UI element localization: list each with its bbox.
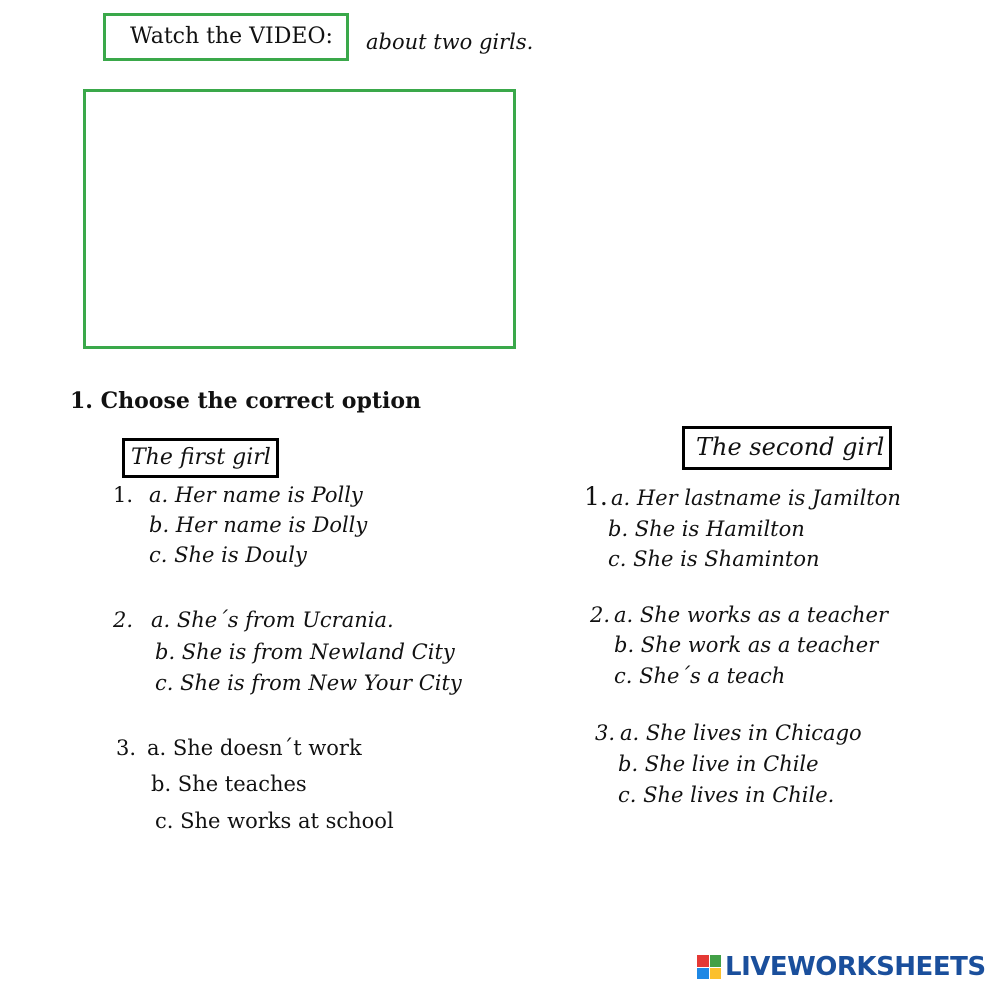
logo-square [710, 968, 722, 980]
question-number: 2. [113, 608, 134, 632]
option-2c[interactable]: c. She is from New Your City [155, 671, 462, 695]
section-title: 1. Choose the correct option [70, 388, 422, 414]
option-3a[interactable]: a. She lives in Chicago [620, 721, 862, 745]
brand-name: LIVEWORKSHEETS [725, 952, 986, 982]
option-1c[interactable]: c. She is Douly [149, 543, 307, 567]
watch-video-label: Watch the VIDEO: [130, 24, 333, 49]
brand-footer [697, 952, 986, 982]
option-3c[interactable]: c. She lives in Chile. [618, 783, 835, 807]
option-3c[interactable]: c. She works at school [155, 809, 394, 833]
question-number: 2. [590, 603, 611, 627]
option-2b[interactable]: b. She is from Newland City [155, 640, 455, 664]
question-number: 3. [116, 736, 137, 760]
option-2a[interactable]: a. She works as a teacher [614, 603, 889, 627]
option-2a[interactable]: a. She´s from Ucrania. [151, 608, 394, 632]
video-player-frame[interactable] [83, 89, 516, 349]
second-girl-label: The second girl [696, 433, 885, 461]
logo-square [710, 955, 722, 967]
first-girl-label: The first girl [131, 445, 271, 470]
option-1b[interactable]: b. She is Hamilton [608, 517, 805, 541]
option-1a[interactable]: a. Her name is Polly [149, 483, 363, 507]
option-1c[interactable]: c. She is Shaminton [608, 547, 820, 571]
liveworksheets-logo-icon [697, 955, 721, 979]
option-3b[interactable]: b. She live in Chile [618, 752, 819, 776]
question-number: 1. [584, 482, 608, 511]
question-number: 1. [113, 483, 134, 507]
option-3b[interactable]: b. She teaches [151, 772, 307, 796]
option-1a[interactable]: a. Her lastname is Jamilton [611, 486, 901, 510]
logo-square [697, 968, 709, 980]
watch-video-note: about two girls. [366, 30, 534, 54]
option-2b[interactable]: b. She work as a teacher [614, 633, 879, 657]
option-1b[interactable]: b. Her name is Dolly [149, 513, 368, 537]
logo-square [697, 955, 709, 967]
option-3a[interactable]: a. She doesn´t work [147, 736, 362, 760]
option-2c[interactable]: c. She´s a teach [614, 664, 786, 688]
question-number: 3. [595, 721, 616, 745]
